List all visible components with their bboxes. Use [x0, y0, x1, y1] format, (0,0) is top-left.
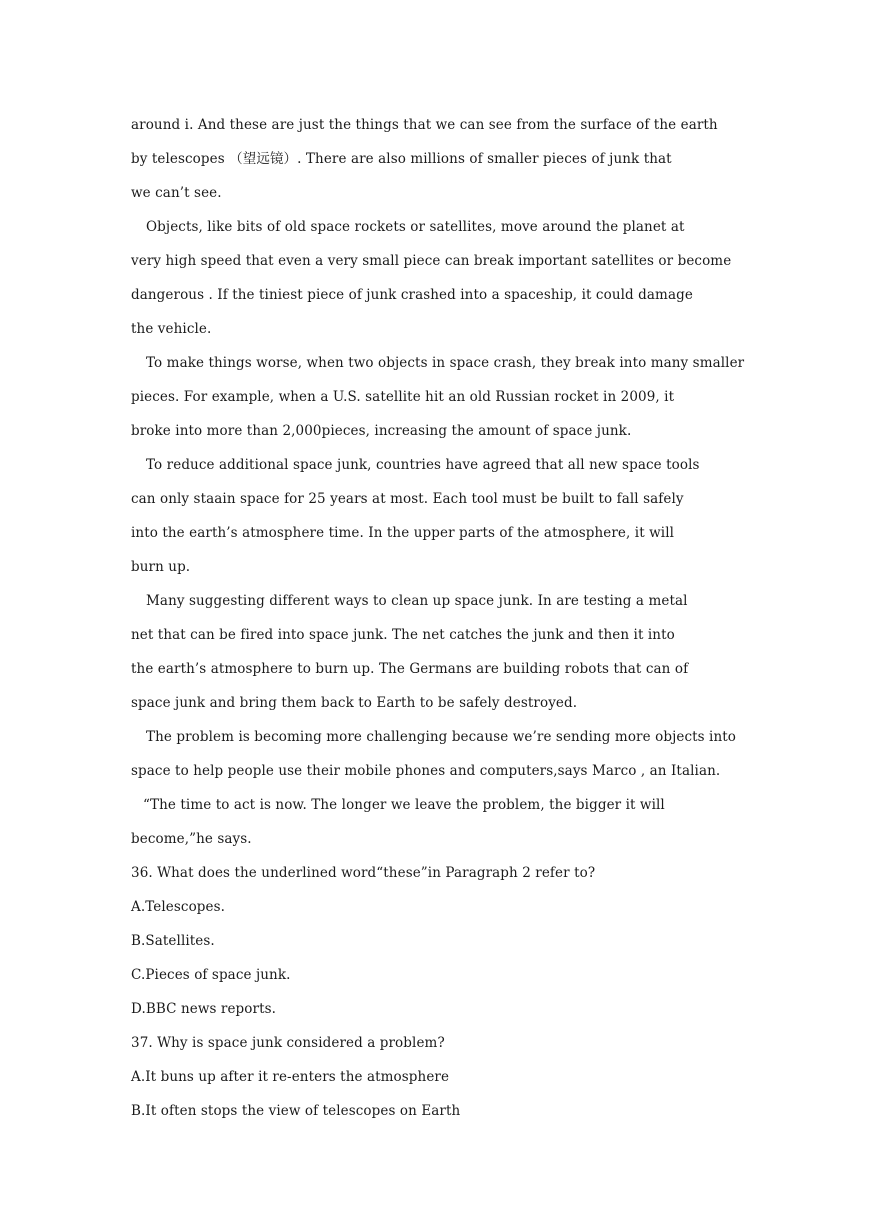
text-line: The problem is becoming more challenging because we’re sending more objects into — [146, 729, 737, 745]
answer-option: A.Telescopes. — [131, 899, 226, 915]
text-line: To make things worse, when two objects in space crash, they break into many smaller — [146, 355, 745, 371]
paragraph-4 — [131, 448, 737, 584]
text-line: To reduce additional space junk, countries have agreed that all new space tools — [146, 457, 700, 473]
answer-option: C.Pieces of space junk. — [131, 967, 291, 983]
text-line: into the earth’s atmosphere time. In the upper parts of the atmosphere, it will — [131, 525, 675, 541]
question-stem: 36. What does the underlined word“these”in Paragraph 2 refer to? — [131, 865, 596, 881]
text-line: can only staain space for 25 years at most. Each tool must be built to fall safely — [131, 491, 684, 507]
text-line: the vehicle. — [131, 321, 212, 337]
text-line: burn up. — [131, 559, 191, 575]
text-line: net that can be fired into space junk. The net catches the junk and then it into — [131, 627, 675, 643]
text-line: become,”he says. — [131, 831, 252, 847]
paragraph-2 — [131, 210, 737, 346]
question-37 — [131, 1026, 737, 1128]
text-line: Many suggesting different ways to clean up space junk. In are testing a metal — [146, 593, 688, 609]
question-36 — [131, 856, 737, 1026]
text-line: pieces. For example, when a U.S. satellite hit an old Russian rocket in 2009, it — [131, 389, 675, 405]
text-line: space junk and bring them back to Earth to be safely destroyed. — [131, 695, 578, 711]
text-line: very high speed that even a very small piece can break important satellites or become — [131, 253, 732, 269]
paragraph-7 — [131, 788, 737, 856]
paragraph-6 — [131, 720, 737, 788]
question-stem: 37. Why is space junk considered a problem? — [131, 1035, 445, 1051]
text-line: dangerous . If the tiniest piece of junk crashed into a spaceship, it could damage — [131, 287, 693, 303]
answer-option: B.It often stops the view of telescopes on Earth — [131, 1103, 461, 1119]
text-line: Objects, like bits of old space rockets or satellites, move around the planet at — [146, 219, 685, 235]
answer-option: A.It buns up after it re-enters the atmosphere — [131, 1069, 450, 1085]
paragraph-5 — [131, 584, 737, 720]
text-line: “The time to act is now. The longer we leave the problem, the bigger it will — [143, 797, 665, 813]
paragraph-3 — [131, 346, 745, 448]
text-line: around i. And these are just the things that we can see from the surface of the earth — [131, 117, 718, 133]
answer-option: D.BBC news reports. — [131, 1001, 277, 1017]
text-line: space to help people use their mobile phones and computers,says Marco , an Italian. — [131, 763, 721, 779]
text-line: the earth’s atmosphere to burn up. The Germans are building robots that can of — [131, 661, 689, 677]
passage-text — [131, 108, 745, 1128]
text-line: by telescopes （望远镜）. There are also millions of smaller pieces of junk that — [131, 151, 672, 167]
text-line: we can’t see. — [131, 185, 222, 201]
text-line: broke into more than 2,000pieces, increasing the amount of space junk. — [131, 423, 632, 439]
answer-option: B.Satellites. — [131, 933, 215, 949]
paragraph-1 — [131, 108, 737, 210]
